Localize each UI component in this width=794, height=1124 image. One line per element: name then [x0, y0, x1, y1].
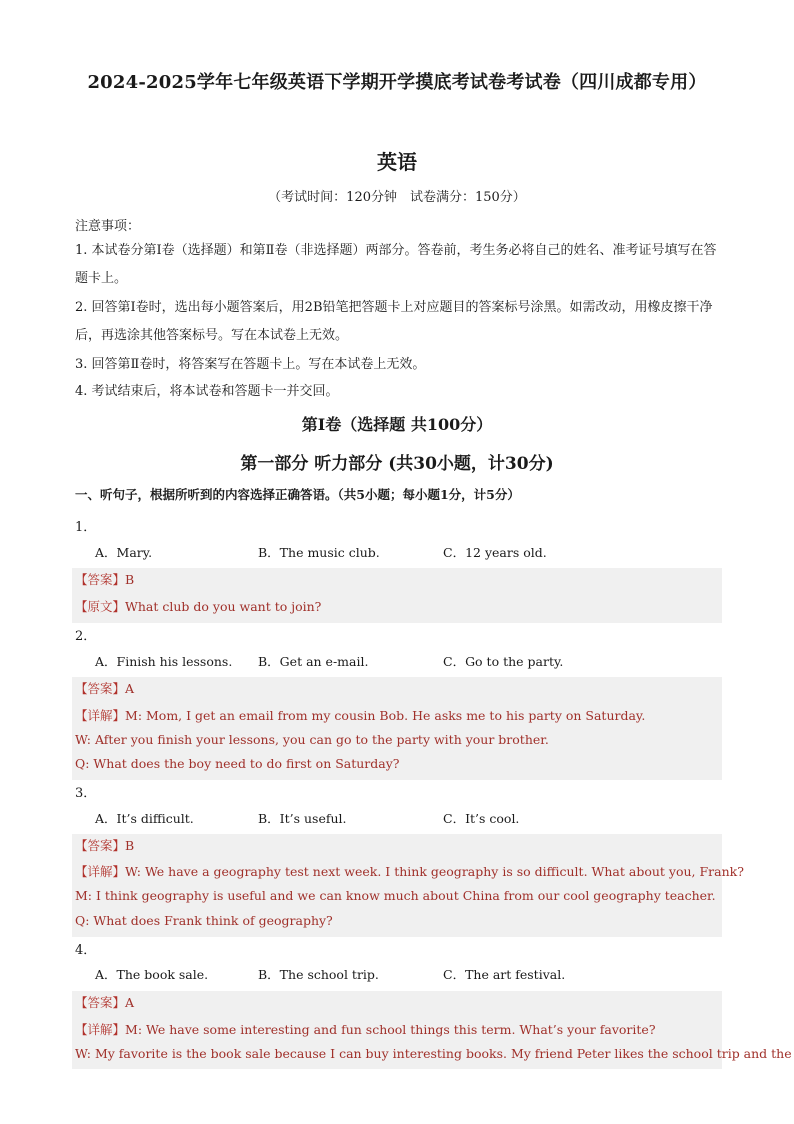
explanation-line	[75, 756, 400, 771]
option-c: C．The art festival.	[443, 967, 566, 982]
answer-text: A	[125, 681, 135, 696]
option-a: A．It’s difficult.	[95, 811, 194, 826]
section-instruction: 一、听句子，根据所听到的内容选择正确答语。（共5小题；每小题1分，计5分）	[75, 487, 520, 502]
explanation-tag: 【详解】	[75, 864, 126, 879]
answer-text: B	[125, 838, 135, 853]
explanation-line	[75, 862, 744, 880]
transcript-line	[75, 597, 321, 615]
answer-tag: 【答案】	[75, 838, 126, 853]
option-c: C．Go to the party.	[443, 654, 564, 669]
notice-title: 注意事项：	[75, 219, 141, 234]
explanation-tag: 【详解】	[75, 708, 126, 723]
question-number: 3．	[75, 786, 97, 801]
transcript-text: What club do you want to join?	[125, 599, 322, 614]
option-c: C．It’s cool.	[443, 811, 520, 826]
volume-heading: 第Ⅰ卷（选择题 共100分）	[301, 415, 493, 434]
question-number: 2．	[75, 629, 97, 644]
explanation-line	[75, 913, 333, 928]
exam-time-info: （考试时间：120分钟 试卷满分：150分）	[268, 190, 526, 205]
transcript-tag: 【原文】	[75, 599, 126, 614]
option-a: A．Mary.	[95, 545, 153, 560]
notice-item: 1. 本试卷分第Ⅰ卷（选择题）和第Ⅱ卷（非选择题）两部分。答卷前，考生务必将自己的姓名、准考证号填写在答题卡上。	[75, 243, 717, 286]
notice-item: 4. 考试结束后，将本试卷和答题卡一并交回。	[75, 384, 339, 399]
option-a: A．The book sale.	[95, 967, 209, 982]
explanation-text: M: We have some interesting and fun school things this term. What’s your favorite?	[125, 1022, 656, 1037]
explanation-text: W: We have a geography test next week. I think geography is so difficult. What about you, Frank?	[125, 864, 744, 879]
answer-line	[75, 993, 134, 1011]
option-c: C．12 years old.	[443, 545, 547, 560]
question-number: 4．	[75, 943, 97, 958]
exam-title: 2024-2025学年七年级英语下学期开学摸底考试卷考试卷（四川成都专用）	[87, 72, 707, 93]
explanation-line	[75, 1046, 792, 1061]
answer-tag: 【答案】	[75, 681, 126, 696]
answer-tag: 【答案】	[75, 572, 126, 587]
explanation-text: Q: What does Frank think of geography?	[75, 913, 333, 928]
notice-item: 3. 回答第Ⅱ卷时，将答案写在答题卡上。写在本试卷上无效。	[75, 357, 426, 372]
answer-tag: 【答案】	[75, 995, 126, 1010]
answer-line	[75, 679, 134, 697]
option-b: B．The school trip.	[258, 967, 379, 982]
explanation-text: Q: What does the boy need to do first on Saturday?	[75, 756, 400, 771]
explanation-line	[75, 706, 645, 724]
option-b: B．It’s useful.	[258, 811, 347, 826]
subject-heading: 英语	[377, 150, 417, 174]
explanation-text: W: After you finish your lessons, you can go to the party with your brother.	[75, 732, 549, 747]
explanation-line	[75, 1020, 656, 1038]
explanation-text: M: I think geography is useful and we can know much about China from our cool geography teacher.	[75, 888, 716, 903]
explanation-tag: 【详解】	[75, 1022, 126, 1037]
explanation-line	[75, 888, 716, 903]
option-b: B．Get an e-mail.	[258, 654, 369, 669]
answer-text: A	[125, 995, 135, 1010]
part-heading: 第一部分 听力部分 (共30小题，计30分)	[240, 454, 554, 474]
explanation-text: M: Mom, I get an email from my cousin Bob. He asks me to his party on Saturday.	[125, 708, 646, 723]
explanation-text: W: My favorite is the book sale because I can buy interesting books. My friend Peter likes the school trip and the	[75, 1046, 792, 1061]
option-a: A．Finish his lessons.	[95, 654, 233, 669]
answer-line	[75, 836, 134, 854]
explanation-line	[75, 732, 549, 747]
notice-item: 2. 回答第Ⅰ卷时，选出每小题答案后，用2B铅笔把答题卡上对应题目的答案标号涂黑。如需改动，用橡皮擦干净后，再选涂其他答案标号。写在本试卷上无效。	[75, 300, 713, 343]
question-number: 1．	[75, 520, 97, 535]
answer-line	[75, 570, 134, 588]
answer-text: B	[125, 572, 135, 587]
option-b: B．The music club.	[258, 545, 380, 560]
